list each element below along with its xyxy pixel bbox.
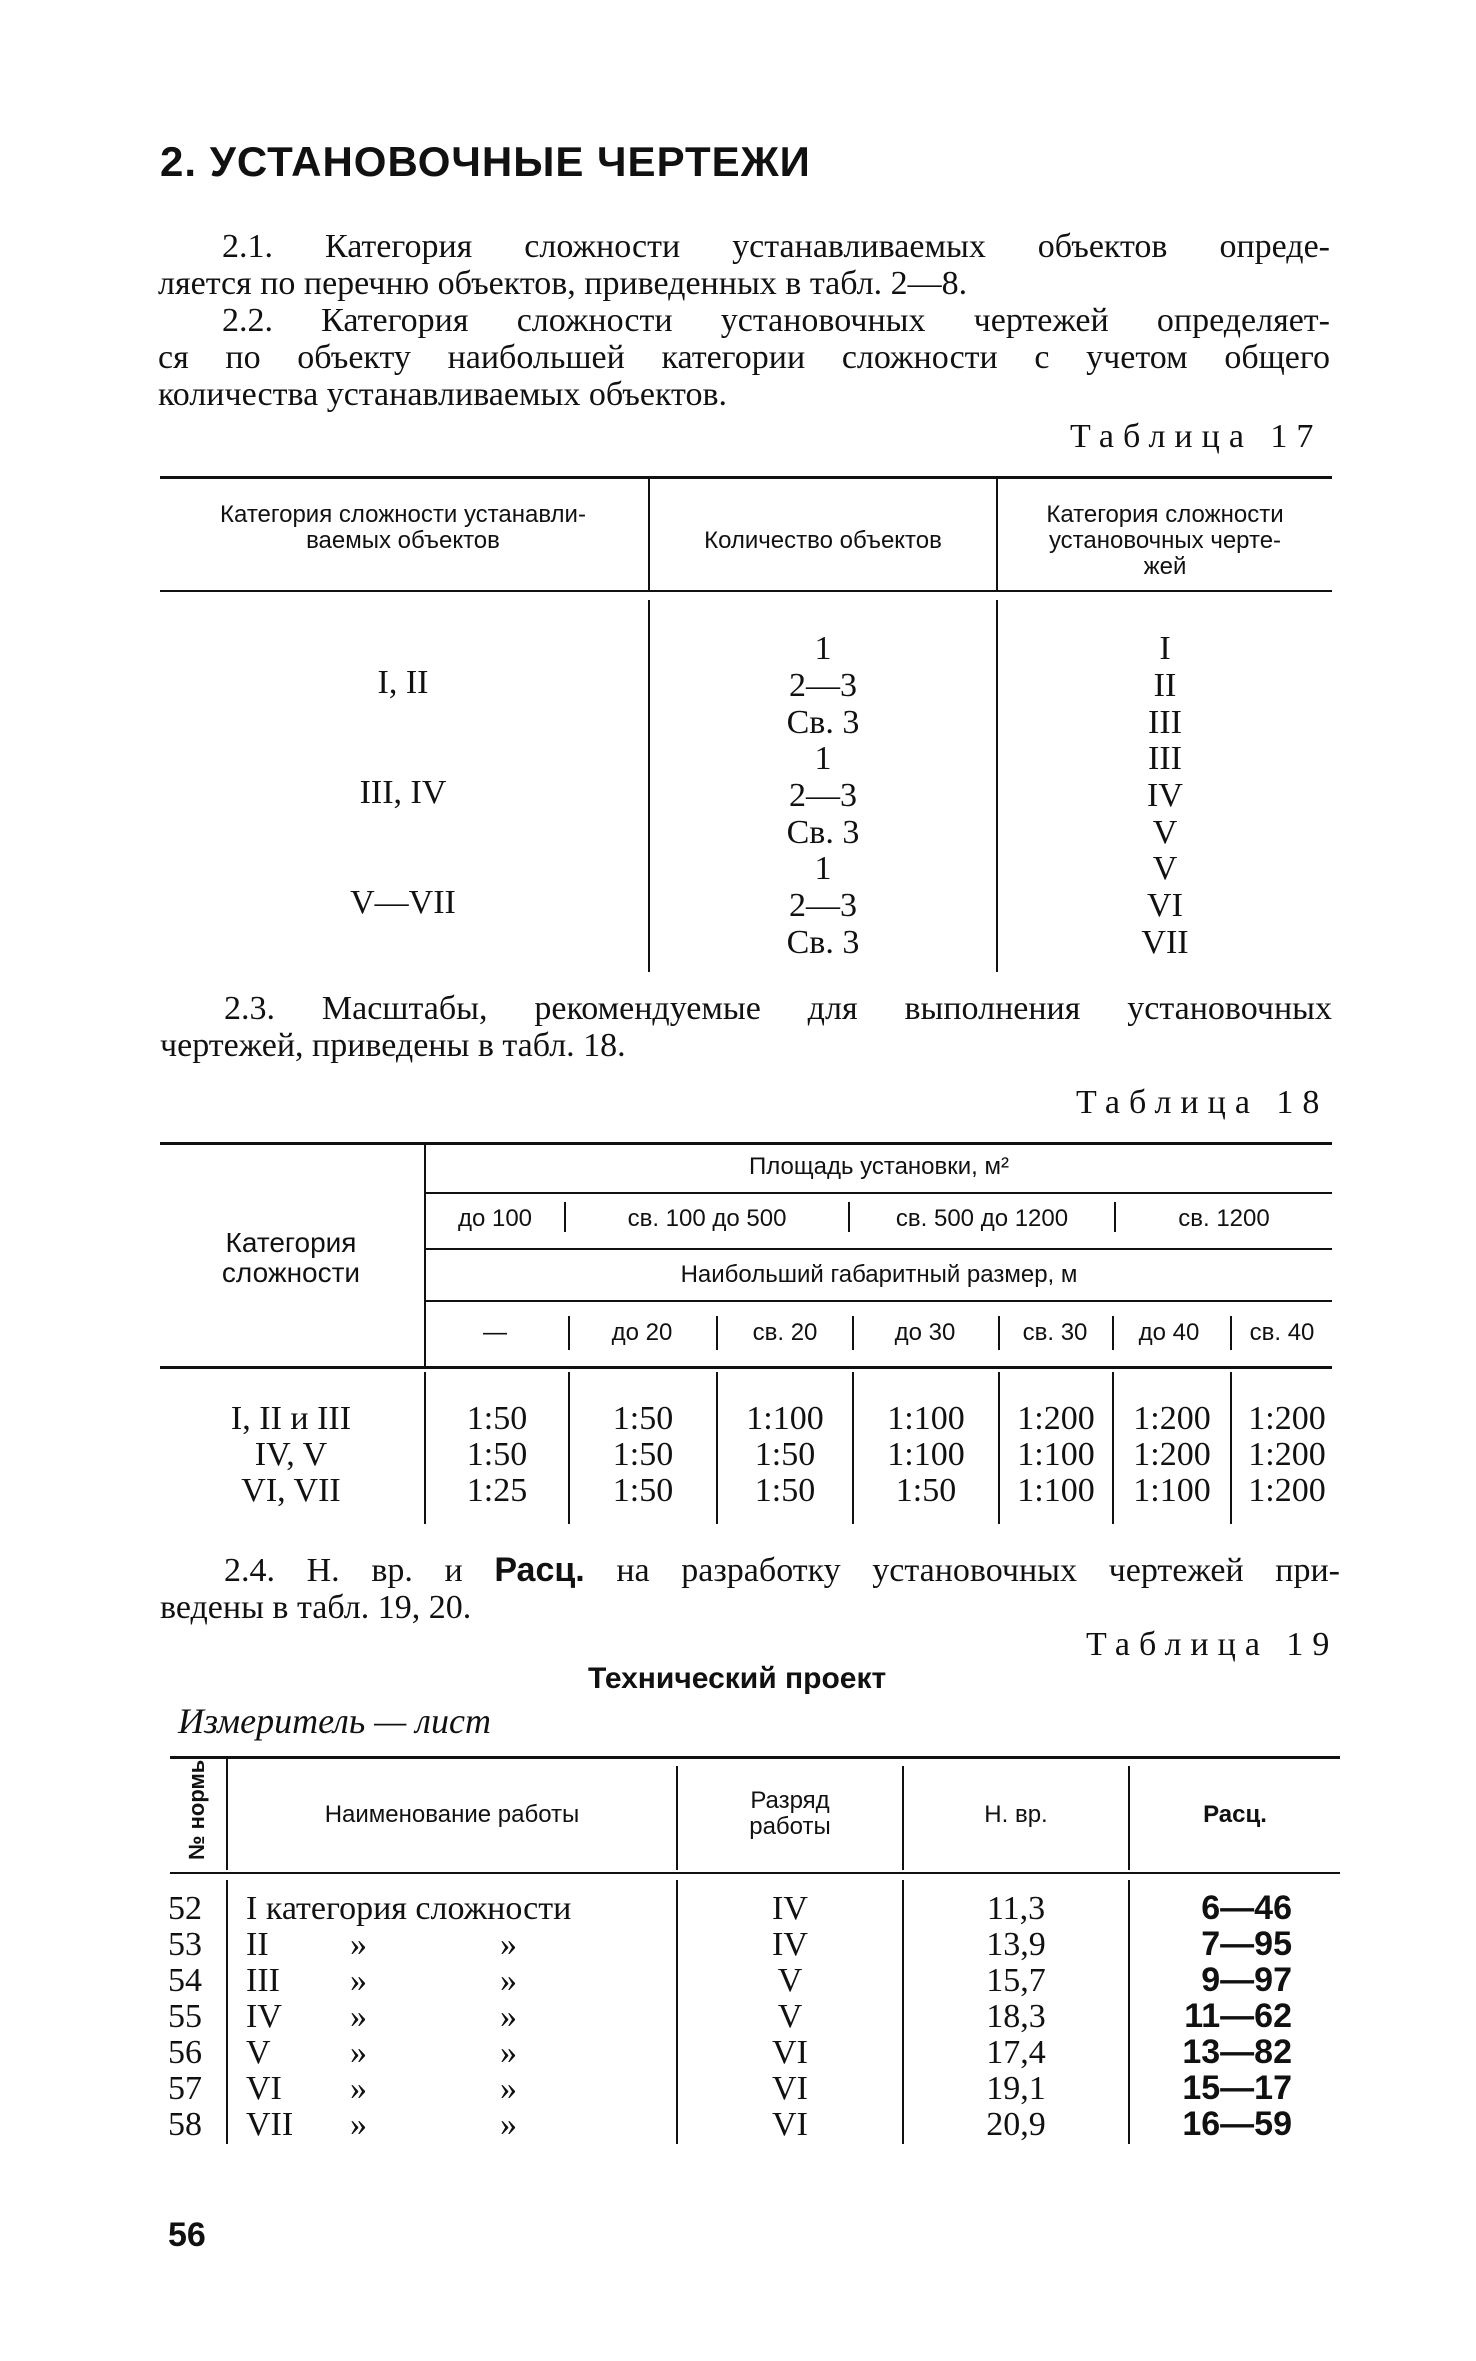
- table17-result: VII: [1141, 924, 1189, 961]
- table19-unit: Измеритель — лист: [178, 1701, 491, 1741]
- table19-header-grade: [678, 1788, 902, 1840]
- paragraph-line: [160, 1552, 1340, 1589]
- ditto-mark: »: [350, 1926, 367, 1963]
- ditto-mark: »: [500, 1926, 517, 1963]
- table-rule: [160, 1142, 1332, 1145]
- paragraph-text: на разработку установочных чертежей при-: [584, 1552, 1340, 1589]
- table-rule: [226, 1880, 228, 2144]
- table19-grade: V: [777, 1998, 803, 2035]
- table19-rate: 7—95: [1201, 1925, 1292, 1963]
- table17-count: Св. 3: [786, 924, 860, 961]
- ditto-mark: »: [350, 2034, 367, 2071]
- ditto-mark: »: [500, 1962, 517, 1999]
- table-rule: [160, 1366, 1332, 1369]
- table18-size-col: до 30: [894, 1319, 956, 1346]
- header-line: установочных черте-: [1048, 527, 1282, 554]
- table18-value: 1:200: [1017, 1400, 1095, 1437]
- table-rule: [170, 1756, 1340, 1759]
- table17-result: II: [1153, 667, 1177, 704]
- table18-value: 1:50: [754, 1472, 816, 1509]
- table18-value: 1:50: [466, 1400, 528, 1437]
- table18-size-col: —: [483, 1319, 507, 1346]
- table17-result: I: [1159, 630, 1171, 667]
- table17-count: Св. 3: [786, 814, 860, 851]
- ditto-mark: »: [500, 2106, 517, 2143]
- header-line: сложности: [221, 1257, 361, 1288]
- table19-name: IV: [246, 1998, 282, 2035]
- table18-area-col: св. 500 до 1200: [895, 1205, 1069, 1232]
- table19-rate: 15—17: [1182, 2069, 1292, 2107]
- ditto-mark: »: [350, 2070, 367, 2107]
- paragraph-line: 2.2. Категория сложности установочных чертежей определяет-: [222, 302, 1330, 339]
- table19-grade: IV: [772, 1890, 808, 1927]
- paragraph-line: ся по объекту наибольшей категории сложности с учетом общего: [158, 339, 1330, 376]
- table19-grade: IV: [772, 1926, 808, 1963]
- table-rule: [170, 1872, 1340, 1874]
- ditto-mark: »: [350, 1962, 367, 1999]
- table18-value: 1:25: [466, 1472, 528, 1509]
- table19-grade: V: [777, 1962, 803, 1999]
- table17-header-category: [160, 502, 646, 554]
- table18-size-col: св. 20: [752, 1319, 818, 1346]
- header-line: Разряд: [750, 1787, 830, 1814]
- table18-area-col: св. 1200: [1178, 1205, 1270, 1232]
- paragraph-line: количества устанавливаемых объектов.: [158, 376, 728, 413]
- table18-value: 1:50: [612, 1400, 674, 1437]
- paragraph-line: 2.1. Категория сложности устанавливаемых объектов опреде-: [222, 228, 1330, 265]
- table18-category: IV, V: [254, 1436, 328, 1473]
- header-line: работы: [749, 1813, 831, 1840]
- table19-caption: Таблица 19: [1086, 1626, 1339, 1663]
- table19-num: 52: [168, 1890, 202, 1927]
- table19-rate: 16—59: [1182, 2105, 1292, 2143]
- table17-count: 1: [814, 630, 832, 667]
- table18-value: 1:100: [746, 1400, 824, 1437]
- table19-name: II: [246, 1926, 269, 1963]
- table18-value: 1:50: [754, 1436, 816, 1473]
- table18-value: 1:100: [887, 1400, 965, 1437]
- table18-size-col: св. 40: [1249, 1319, 1315, 1346]
- table17-count: 1: [814, 740, 832, 777]
- paragraph-2-4: [160, 1552, 1340, 1626]
- table19-rate: 6—46: [1201, 1889, 1292, 1927]
- table19-rate: 9—97: [1201, 1961, 1292, 1999]
- table17-count: 1: [814, 850, 832, 887]
- table17-category: III, IV: [359, 774, 447, 811]
- table19-header-time: Н. вр.: [984, 1801, 1048, 1828]
- table19-time: 19,1: [986, 2070, 1046, 2107]
- paragraph-line: 2.3. Масштабы, рекомендуемые для выполнения установочных: [224, 990, 1332, 1027]
- table19-rate: 13—82: [1182, 2033, 1292, 2071]
- table18-value: 1:100: [1017, 1436, 1095, 1473]
- table18-value: 1:200: [1248, 1472, 1326, 1509]
- table18-value: 1:200: [1248, 1400, 1326, 1437]
- header-line: Категория: [225, 1227, 357, 1258]
- table18-value: 1:100: [1133, 1472, 1211, 1509]
- table18-size-col: до 20: [611, 1319, 673, 1346]
- table17-count: 2—3: [789, 667, 857, 704]
- table18-value: 1:200: [1133, 1436, 1211, 1473]
- table18-category: I, II и III: [230, 1400, 352, 1437]
- table19-num: 54: [168, 1962, 202, 1999]
- paragraph-line: ведены в табл. 19, 20.: [160, 1589, 472, 1626]
- table19-header-name: Наименование работы: [324, 1801, 580, 1828]
- table18-header-category: [160, 1228, 422, 1288]
- header-line: ваемых объектов: [306, 527, 500, 554]
- table19-time: 15,7: [986, 1962, 1046, 1999]
- table17-result: VI: [1147, 887, 1183, 924]
- paragraph-2-2: [158, 302, 1330, 413]
- table19-name: III: [246, 1962, 280, 1999]
- ditto-mark: »: [350, 2106, 367, 2143]
- table18-value: 1:50: [612, 1472, 674, 1509]
- table18-category: VI, VII: [241, 1472, 341, 1509]
- table19-rate: 11—62: [1184, 1997, 1292, 2035]
- table17-caption: Таблица 17: [1070, 418, 1323, 455]
- table18-value: 1:200: [1133, 1400, 1211, 1437]
- table17-count: Св. 3: [786, 704, 860, 741]
- table19-time: 20,9: [986, 2106, 1046, 2143]
- table19-title: Технический проект: [588, 1662, 887, 1695]
- table17-result: IV: [1147, 777, 1183, 814]
- paragraph-2-3: [160, 990, 1332, 1064]
- table18-value: 1:50: [466, 1436, 528, 1473]
- table18-area-col: до 100: [457, 1205, 533, 1232]
- table19-num: 55: [168, 1998, 202, 2035]
- table19-grade: VI: [772, 2106, 808, 2143]
- table19-grade: VI: [772, 2034, 808, 2071]
- paragraph-bold-text: Расц.: [494, 1551, 585, 1589]
- table19-time: 13,9: [986, 1926, 1046, 1963]
- table18-header-area: Площадь установки, м²: [748, 1153, 1010, 1180]
- table17-count: 2—3: [789, 777, 857, 814]
- table-rule: [426, 1192, 1332, 1194]
- ditto-mark: »: [350, 1998, 367, 2035]
- table17-header-result: [998, 502, 1332, 580]
- table17-header-count: Количество объектов: [704, 527, 942, 554]
- paragraph-line: ляется по перечню объектов, приведенных в табл. 2—8.: [158, 265, 968, 302]
- table19-name: VII: [246, 2106, 294, 2143]
- table18-value: 1:100: [887, 1436, 965, 1473]
- header-line: жей: [1143, 553, 1187, 580]
- section-title: 2. УСТАНОВОЧНЫЕ ЧЕРТЕЖИ: [160, 138, 811, 185]
- table19-num: 53: [168, 1926, 202, 1963]
- table18-caption: Таблица 18: [1076, 1084, 1329, 1121]
- table18-size-col: до 40: [1138, 1319, 1200, 1346]
- header-line: Категория сложности: [1046, 501, 1284, 528]
- table19-grade: VI: [772, 2070, 808, 2107]
- table18-area-col: св. 100 до 500: [627, 1205, 787, 1232]
- table19-num: 56: [168, 2034, 202, 2071]
- table18-value: 1:100: [1017, 1472, 1095, 1509]
- table19-header-rate: Расц.: [1203, 1801, 1267, 1828]
- page-number: 56: [168, 2216, 206, 2254]
- table19-time: 18,3: [986, 1998, 1046, 2035]
- table17-result: V: [1152, 814, 1178, 851]
- paragraph-text: 2.4. Н. вр. и: [224, 1552, 495, 1589]
- table17-result: III: [1148, 704, 1182, 741]
- header-line: Категория сложности устанавли-: [220, 501, 586, 528]
- table19-name: V: [246, 2034, 271, 2071]
- ditto-mark: »: [500, 2034, 517, 2071]
- paragraph-2-1: [158, 228, 1330, 302]
- table19-num: 58: [168, 2106, 202, 2143]
- table18-header-size: Наибольший габаритный размер, м: [680, 1261, 1078, 1288]
- table-rule: [160, 590, 1332, 592]
- table17-category: V—VII: [350, 884, 456, 921]
- table19-time: 11,3: [986, 1890, 1046, 1927]
- table17-result: III: [1148, 740, 1182, 777]
- table18-size-col: св. 30: [1022, 1319, 1088, 1346]
- table18-value: 1:50: [895, 1472, 957, 1509]
- table17-category: I, II: [377, 664, 429, 701]
- table-rule: [160, 476, 1332, 479]
- paragraph-line: чертежей, приведены в табл. 18.: [160, 1027, 626, 1064]
- table-rule: [426, 1248, 1332, 1250]
- ditto-mark: »: [500, 2070, 517, 2107]
- table-rule: [426, 1300, 1332, 1302]
- ditto-mark: »: [500, 1998, 517, 2035]
- table17-result: V: [1152, 850, 1178, 887]
- table18-value: 1:200: [1248, 1436, 1326, 1473]
- table18-value: 1:50: [612, 1436, 674, 1473]
- table19-name: I категория сложности: [246, 1890, 572, 1927]
- table19-num: 57: [168, 2070, 202, 2107]
- table19-header-num: № нормы: [184, 1754, 209, 1860]
- table17-count: 2—3: [789, 887, 857, 924]
- table19-name: VI: [246, 2070, 282, 2107]
- table19-time: 17,4: [986, 2034, 1046, 2071]
